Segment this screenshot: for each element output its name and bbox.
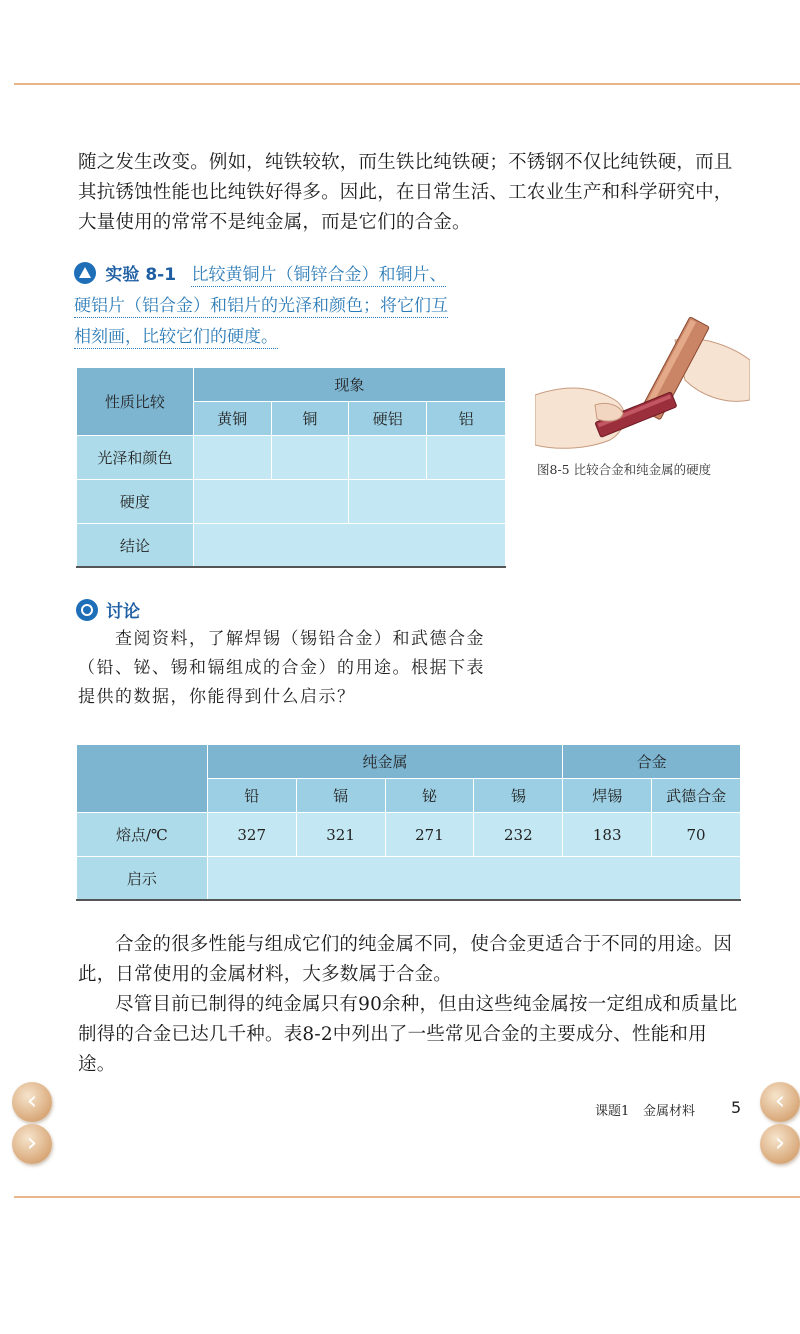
table2-col-wood-alloy: 武德合金 [652,779,741,813]
table2-value-cadmium: 321 [296,813,385,857]
table1-col-copper: 铜 [271,402,349,436]
table1-col-aluminum: 铝 [427,402,506,436]
discussion-line-1: 查阅资料，了解焊锡（锡铅合金）和武德合金 [115,629,485,649]
table2-group-pure: 纯金属 [207,745,563,779]
body-paragraph-3: 尽管目前已制得的纯金属只有90余种，但由这些纯金属按一定组成和质量比制得的合金已达几千种。表8-2中列出了一些常见合金的主要成分、性能和用途。 [78,994,738,1075]
table2-value-wood-alloy: 70 [652,813,741,857]
experiment-text-3: 相刻画，比较它们的硬度。 [74,327,278,347]
table1-col-brass: 黄铜 [193,402,271,436]
table2-col-cadmium: 镉 [296,779,385,813]
table2-col-lead: 铅 [207,779,296,813]
bottom-rule [14,1196,800,1198]
experiment-label: 实验 8-1 [105,265,177,285]
discussion-text [78,625,518,712]
prev-page-button-right[interactable]: ‹ [760,1082,800,1122]
table-cell [193,524,505,568]
table2-corner [77,745,208,813]
discussion-icon [76,599,98,621]
page-number: 5 [731,1098,742,1117]
experiment-text-1: 比较黄铜片（铜锌合金）和铜片、 [191,265,447,285]
footer-title: 金属材料 [643,1104,696,1119]
table2-row-melting: 熔点/℃ [77,813,208,857]
table2-value-bismuth: 271 [385,813,474,857]
table1-row-conclusion: 结论 [77,524,194,568]
discussion-title: 讨论 [106,602,140,622]
table-cell [427,436,506,480]
table1-group-header: 现象 [193,368,505,402]
table2-value-solder: 183 [563,813,652,857]
experiment-text-2: 硬铝片（铝合金）和铝片的光泽和颜色；将它们互 [74,296,448,316]
table1-corner: 性质比较 [77,368,194,436]
figure-caption: 图8-5 比较合金和纯金属的硬度 [537,462,712,477]
table-cell [193,436,271,480]
table2-col-bismuth: 铋 [385,779,474,813]
table2-col-solder: 焊锡 [563,779,652,813]
footer-lesson: 课题1 [595,1104,630,1119]
property-comparison-table [76,367,506,568]
prev-page-button[interactable]: ‹ [12,1082,52,1122]
table1-col-hard-aluminum: 硬铝 [349,402,427,436]
table1-row-hardness: 硬度 [77,480,194,524]
next-page-button[interactable]: › [12,1124,52,1164]
discussion-header [76,597,140,622]
hardness-comparison-illustration [535,305,750,455]
discussion-line-3: 提供的数据，你能得到什么启示？ [78,687,356,707]
table2-bottom-rule [76,899,741,901]
table2-value-lead: 327 [207,813,296,857]
next-page-button-right[interactable]: › [760,1124,800,1164]
table2-col-tin: 锡 [474,779,563,813]
table1-row-luster: 光泽和颜色 [77,436,194,480]
intro-paragraph: 随之发生改变。例如，纯铁较软，而生铁比纯铁硬；不锈钢不仅比纯铁硬，而且其抗锈蚀性能也比纯铁好得多。因此，在日常生活、工农业生产和科学研究中，大量使用的常常不是纯金属，而是它们的合金。 [78,152,733,233]
table2-row-insight: 启示 [77,857,208,901]
body-paragraph-2: 合金的很多性能与组成它们的纯金属不同，使合金更适合于不同的用途。因此，日常使用的金属材料，大多数属于合金。 [78,934,733,985]
melting-point-table [76,744,741,901]
experiment-block [74,260,514,353]
table2-value-tin: 232 [474,813,563,857]
table-cell [193,480,349,524]
table-cell [349,436,427,480]
discussion-line-2: （铅、铋、锡和镉组成的合金）的用途。根据下表 [78,658,485,678]
table-cell [207,857,740,901]
table1-bottom-rule [76,566,506,568]
table2-group-alloy: 合金 [563,745,741,779]
table-cell [271,436,349,480]
top-rule [14,83,800,85]
flask-icon [74,262,96,284]
table-cell [349,480,506,524]
